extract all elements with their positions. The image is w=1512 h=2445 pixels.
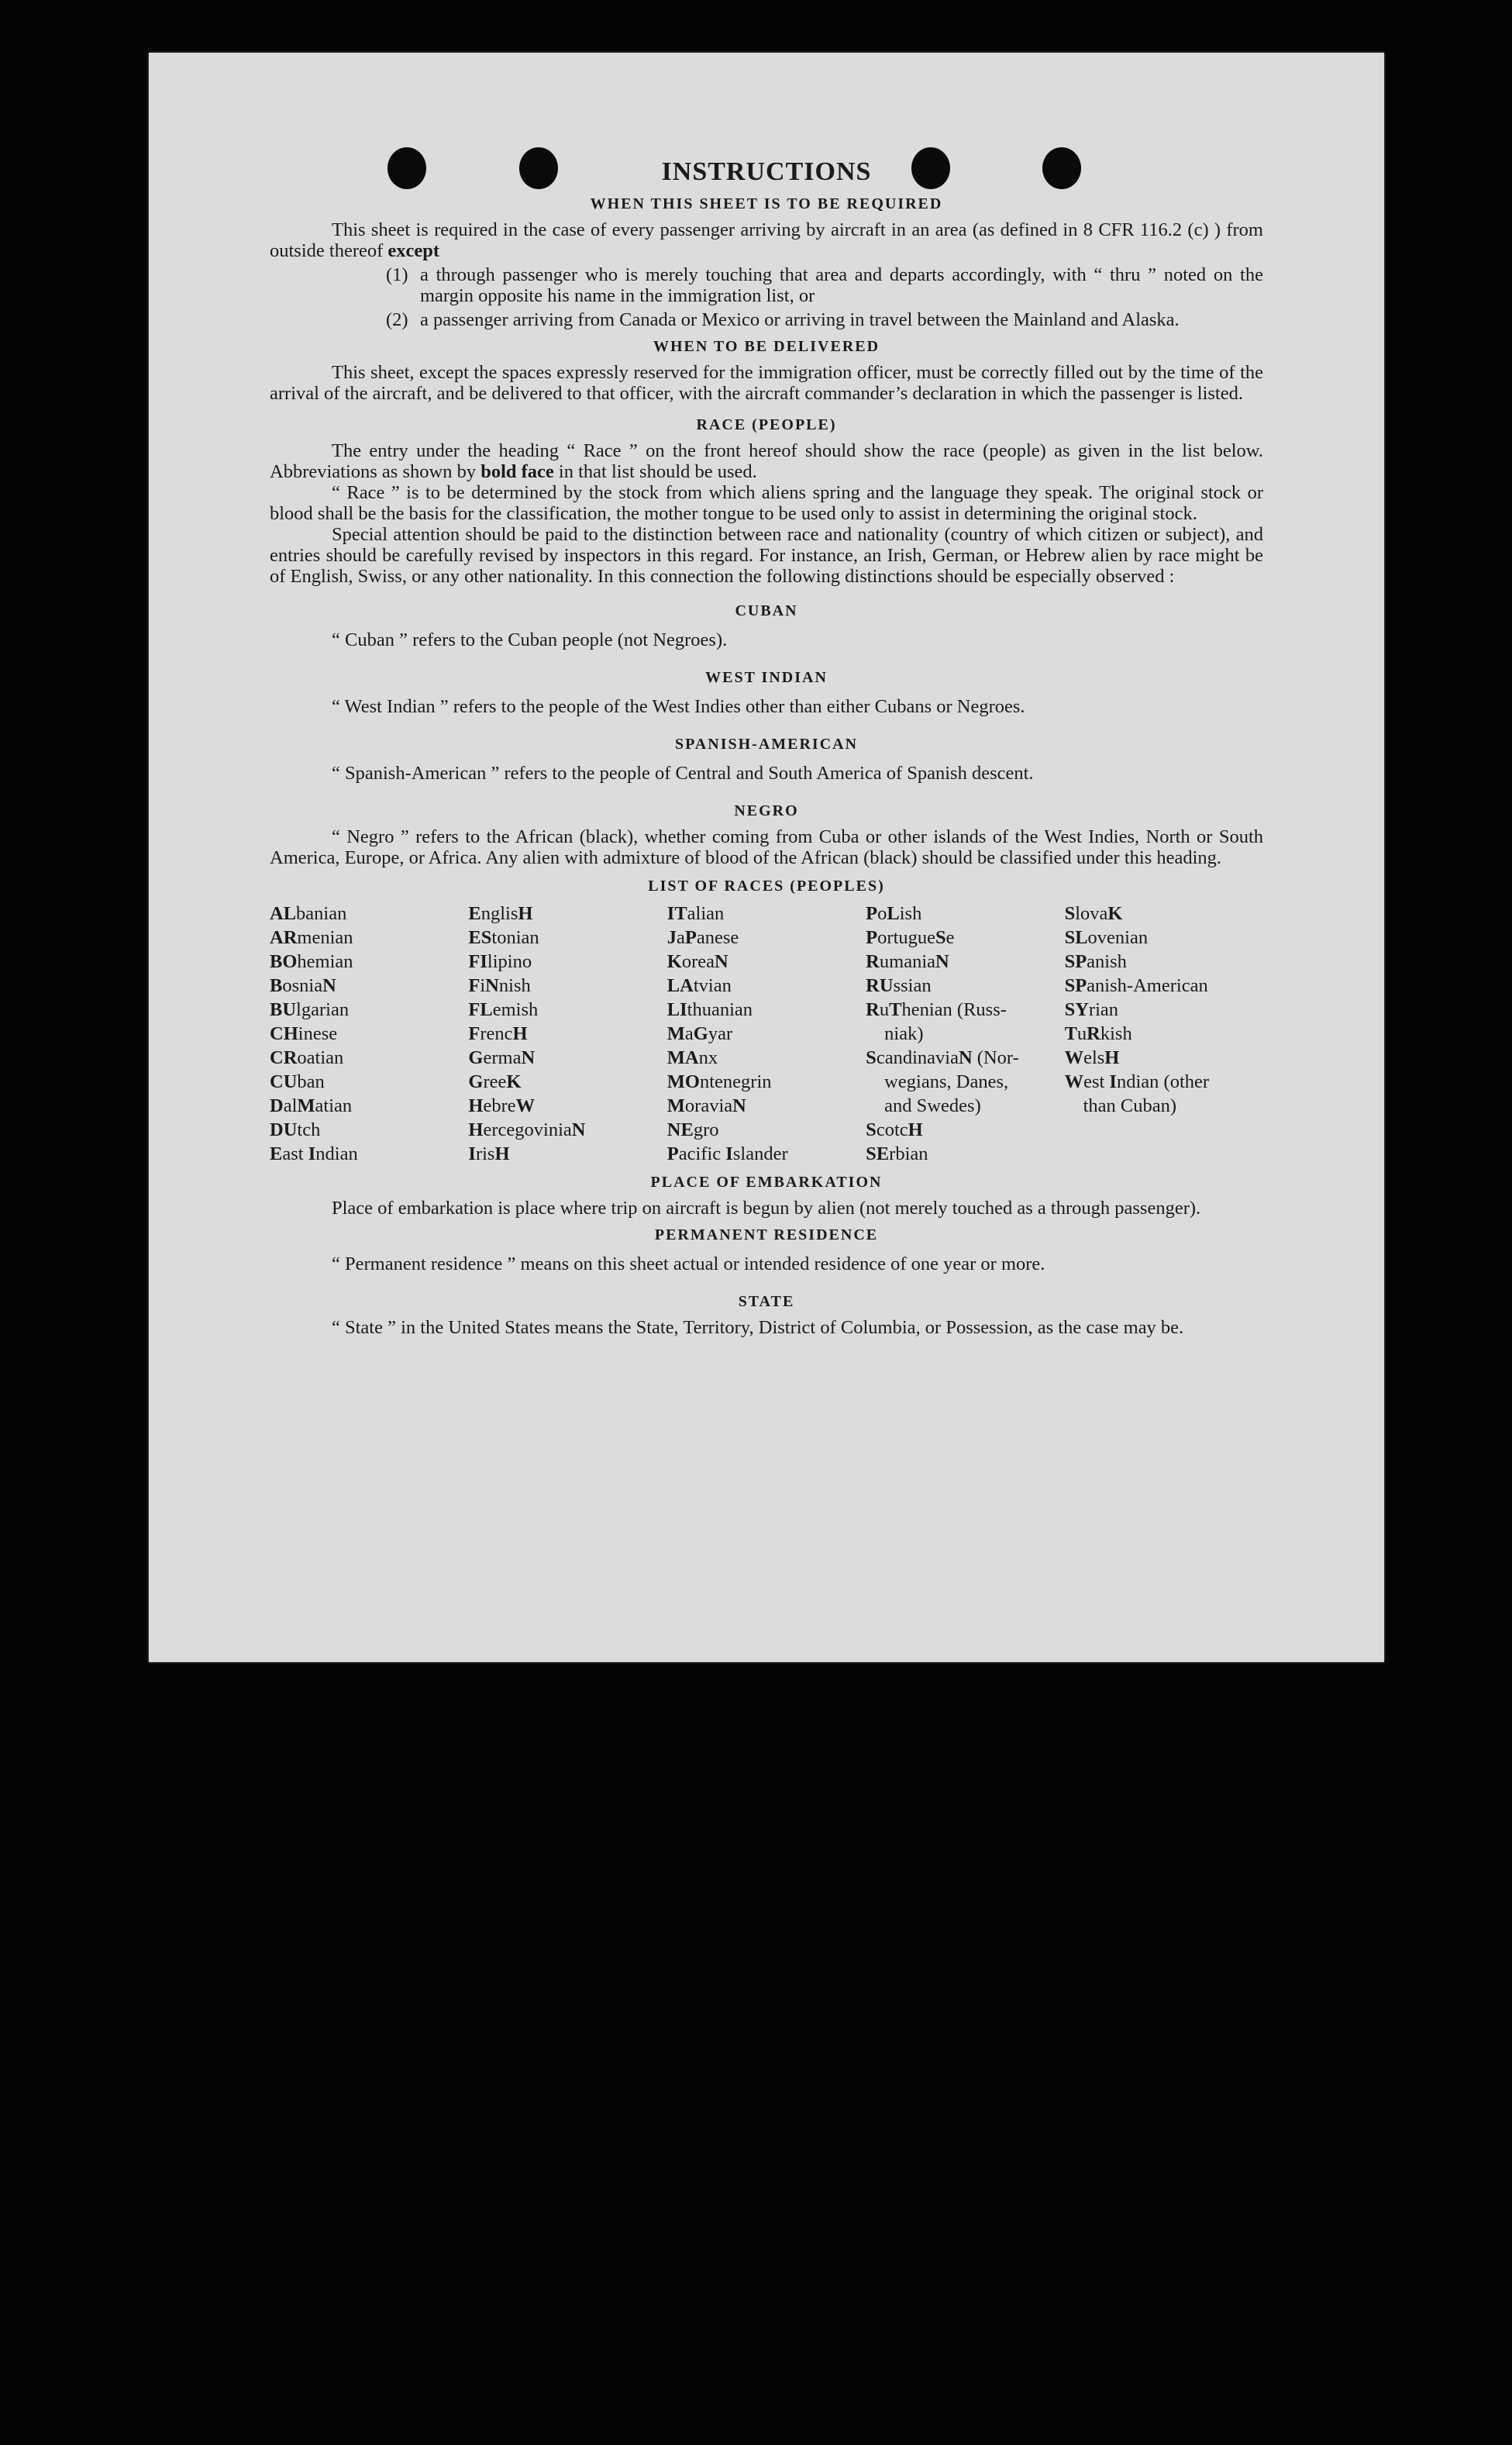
race-entry: MOntenegrin [666, 1071, 772, 1092]
race-entry: MoraviaN [666, 1095, 746, 1116]
race-entry: wegians, Danes, [884, 1071, 1009, 1092]
race-entry: RUssian [866, 975, 932, 996]
race-entry: HebreW [468, 1095, 536, 1116]
race-entry: MAnx [666, 1047, 718, 1068]
race-entry: SYrian [1064, 999, 1119, 1020]
race-entry: West Indian (other [1064, 1071, 1210, 1092]
embarkation-text: Place of embarkation is place where trip on aircraft is begun by alien (not merely touched as a through passenger). [332, 1198, 1201, 1219]
race-entry: SLovenian [1064, 927, 1149, 948]
race-entry: EStonian [468, 927, 539, 948]
race-entry: CRoatian [270, 1047, 344, 1068]
race-entry: CUban [270, 1071, 325, 1092]
race-entry: GreeK [468, 1071, 522, 1092]
cuban-text: “ Cuban ” refers to the Cuban people (not Negroes). [332, 629, 728, 650]
race-entry: BosniaN [270, 975, 336, 996]
race-entry: ALbanian [270, 903, 347, 924]
race-entry: SPanish-American [1064, 975, 1208, 996]
heading-west-indian: WEST INDIAN [705, 669, 828, 686]
exception-item: (2) a passenger arriving from Canada or Mexico or arriving in travel between the Mainland and Alaska. [386, 309, 1180, 330]
race-entry: IrisH [468, 1143, 510, 1164]
race-entry: NEgro [666, 1119, 719, 1140]
race-entry: RuThenian (Russ- [866, 999, 1007, 1020]
race-entry: LAtvian [666, 975, 732, 996]
race-entry: EnglisH [468, 903, 533, 924]
document-page [149, 53, 1384, 1662]
negro-text: “ Negro ” refers to the African (black), whether coming from Cuba or other islands of the West Indies, North or South America, Europe, or Africa. Any alien with admixture of blood of the African (black) should be classified under this heading. [270, 826, 1263, 868]
race-entry: ARmenian [270, 927, 353, 948]
heading-spanish-american: SPANISH-AMERICAN [674, 736, 859, 753]
race-entry: SPanish [1064, 951, 1127, 972]
race-entry: BOhemian [270, 951, 353, 972]
race-entry: GermaN [468, 1047, 536, 1068]
race-column [1065, 902, 1263, 1166]
heading-list-of-races: LIST OF RACES (PEOPLES) [648, 878, 885, 895]
race-entry: SlovaK [1064, 903, 1123, 924]
heading-when-delivered: WHEN TO BE DELIVERED [653, 338, 880, 355]
delivered-text: This sheet, except the spaces expressly reserved for the immigration officer, must be correctly filled out by the time of the arrival of the aircraft, and be delivered to that officer, with the aircraft commander’s declaration in which the passenger is listed. [270, 362, 1263, 404]
race-entry: FiNnish [468, 975, 531, 996]
exception-item: (1) a through passenger who is merely touching that area and departs accordingly, with “ thru ” noted on the margin opposite his name in the immigration list, or [386, 264, 1263, 306]
race-entry: TuRkish [1064, 1023, 1132, 1044]
heading-when-required: WHEN THIS SHEET IS TO BE REQUIRED [590, 195, 943, 212]
race-entry: ScotcH [866, 1119, 923, 1140]
instructions-body [270, 157, 1263, 1338]
race-entry: WelsH [1064, 1047, 1120, 1068]
race-entry: East Indian [270, 1143, 358, 1164]
residence-text: “ Permanent residence ” means on this sheet actual or intended residence of one year or more. [332, 1254, 1045, 1274]
race-column [468, 902, 666, 1166]
race-entry: MaGyar [666, 1023, 733, 1044]
race-paragraph-1: The entry under the heading “ Race ” on the front hereof should show the race (people) as given in the list below. Abbreviations as shown by bold face in that list should be used. [270, 440, 1263, 482]
state-text: “ State ” in the United States means the State, Territory, District of Columbia, or Possession, as the case may be. [332, 1317, 1184, 1338]
race-entry: HercegoviniaN [468, 1119, 586, 1140]
race-entry: ITalian [666, 903, 725, 924]
race-paragraph-2: “ Race ” is to be determined by the stock from which aliens spring and the language they speak. The original stock or blood shall be the basis for the classification, the mother tongue to be used only to assist in determining the original stock. [270, 482, 1263, 524]
heading-state: STATE [738, 1293, 795, 1310]
race-entry: DUtch [270, 1119, 321, 1140]
race-entry: LIthuanian [666, 999, 753, 1020]
race-entry: than Cuban) [1083, 1095, 1177, 1116]
race-paragraph-3: Special attention should be paid to the distinction between race and nationality (country of which citizen or subject), and entries should be carefully revised by inspectors in this regard. For instance, an Irish, German, or Hebrew alien by race might be of English, Swiss, or any other nationality. In this connection the following distinctions should be especially observed : [270, 524, 1263, 587]
heading-race: RACE (PEOPLE) [696, 416, 837, 433]
west-indian-text: “ West Indian ” refers to the people of the West Indies other than either Cubans or Negroes. [332, 696, 1025, 717]
race-entry: BUlgarian [270, 999, 350, 1020]
race-entry: CHinese [270, 1023, 338, 1044]
spanish-american-text: “ Spanish-American ” refers to the people of Central and South America of Spanish descent. [332, 763, 1034, 784]
race-entry: SErbian [866, 1143, 928, 1164]
heading-embarkation: PLACE OF EMBARKATION [650, 1174, 883, 1191]
race-entry: FIlipino [468, 951, 532, 972]
race-entry: FrencH [468, 1023, 528, 1044]
race-column [866, 902, 1064, 1166]
race-list-table [270, 902, 1263, 1166]
race-entry: FLemish [468, 999, 539, 1020]
race-column [667, 902, 866, 1166]
race-entry: niak) [884, 1023, 924, 1044]
race-entry: Pacific Islander [666, 1143, 788, 1164]
race-entry: ScandinaviaN (Nor- [866, 1047, 1019, 1068]
race-entry: KoreaN [666, 951, 728, 972]
race-entry: JaPanese [666, 927, 739, 948]
heading-permanent-residence: PERMANENT RESIDENCE [654, 1226, 879, 1243]
race-entry: DalMatian [270, 1095, 353, 1116]
race-entry: PoLish [866, 903, 922, 924]
race-entry: and Swedes) [884, 1095, 981, 1116]
required-intro: This sheet is required in the case of every passenger arriving by aircraft in an area (as defined in 8 CFR 116.2 (c) ) from outside thereof except [270, 219, 1263, 261]
race-entry: RumaniaN [866, 951, 949, 972]
page-title: INSTRUCTIONS [661, 157, 872, 186]
heading-cuban: CUBAN [735, 602, 798, 619]
race-entry: PortugueSe [866, 927, 955, 948]
race-column [270, 902, 468, 1166]
heading-negro: NEGRO [734, 802, 799, 819]
